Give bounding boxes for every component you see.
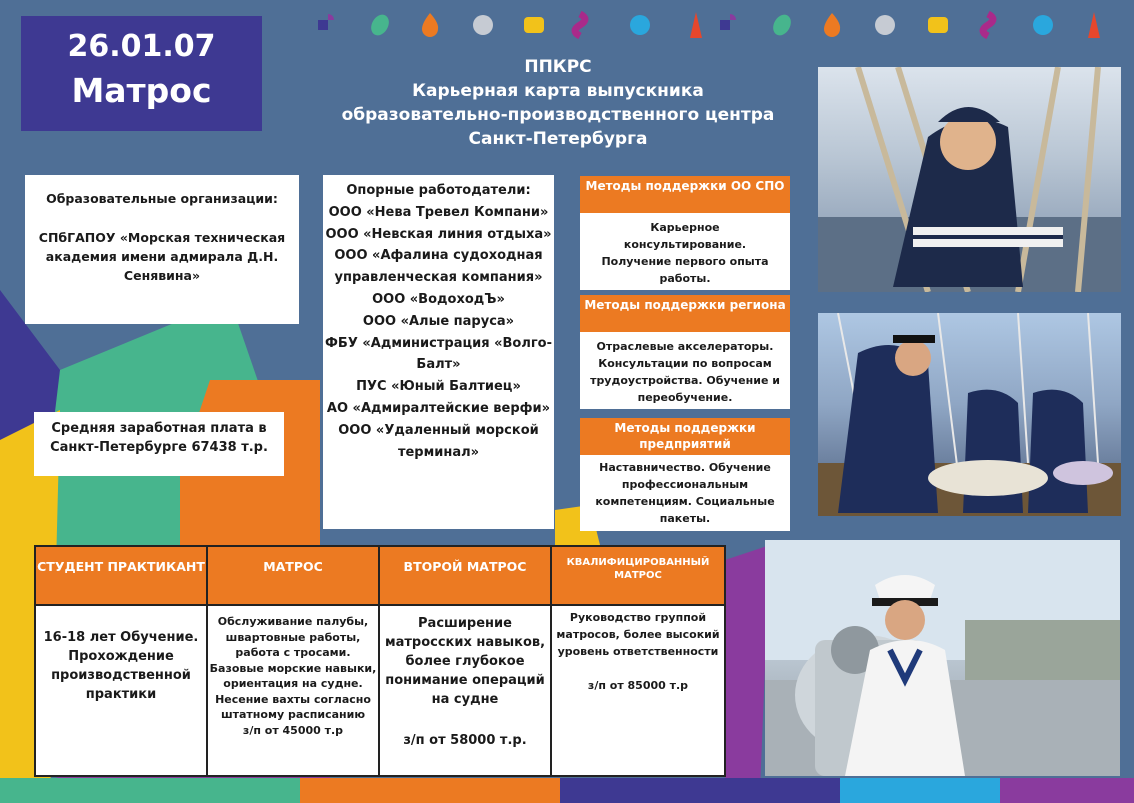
purple-pinwheel-icon [720, 14, 736, 30]
title-line: образовательно-производственного центра [341, 105, 775, 125]
support-spo-body: Карьерное консультирование. Получение первого опыта работы. [580, 213, 790, 290]
employer-item: ООО «ВодоходЪ» [372, 291, 505, 307]
magenta-twist-icon [983, 14, 993, 36]
stage-qualified-sailor-cell [552, 606, 724, 775]
support-enterprise-title: Методы поддержки предприятий [580, 418, 790, 455]
average-salary-text: Средняя заработная плата в Санкт-Петербурге 67438 т.р. [50, 421, 268, 455]
photo-young-sailor-rigging [818, 67, 1121, 292]
stage-sailor-cell [208, 606, 380, 775]
organization-name: СПбГАПОУ «Морская техническая академия имени адмирала Д.Н. Сенявина» [38, 230, 286, 283]
magenta-twist-icon [575, 14, 585, 36]
employer-item: ФБУ «Администрация «Волго-Балт» [325, 335, 552, 373]
sailor-rigging-illustration [818, 67, 1121, 292]
stage-sailor-salary: з/п от 45000 т.р [242, 723, 344, 737]
gray-flower-icon [473, 15, 493, 35]
career-path-table [34, 545, 726, 777]
title-line: ППКРС [524, 57, 592, 77]
stage-qualified-sailor-text: Руководство группой матросов, более высокий уровень ответственности [556, 611, 720, 658]
support-enterprise-body: Наставничество. Обучение профессиональным компетенциям. Социальные пакеты. [580, 455, 790, 531]
gray-flower-icon [875, 15, 895, 35]
title-line: Санкт-Петербурга [468, 129, 648, 149]
cadets-ropes-illustration [818, 313, 1121, 516]
green-leaf-icon [368, 11, 393, 38]
photo-cadets-with-ropes [818, 313, 1121, 516]
sailor-deck-illustration [765, 540, 1120, 776]
profession-code: 26.01.07 [67, 29, 216, 64]
profession-code-box [21, 16, 262, 131]
employer-item: ООО «Алые паруса» [362, 313, 515, 329]
green-leaf-icon [770, 11, 795, 38]
employers-box [323, 175, 554, 529]
employer-item: ООО «Невская линия отдыха» [325, 226, 552, 242]
red-triangle-icon [690, 12, 702, 38]
support-region-body: Отраслевые акселераторы. Консультации по вопросам трудоустройства. Обучение и переобучение. [580, 332, 790, 409]
red-triangle-icon [1088, 12, 1100, 38]
support-region-title: Методы поддержки региона [580, 295, 790, 332]
stage-header-student: СТУДЕНТ ПРАКТИКАНТ [36, 547, 208, 606]
stage-qualified-sailor-salary: з/п от 85000 т.р [587, 679, 689, 692]
stage-sailor-text: Обслуживание палубы, швартовные работы, работа с тросами. Базовые морские навыки, ориентация на судне. Несение вахты согласно штатному расписанию [209, 615, 377, 721]
orange-drop-icon [824, 13, 840, 37]
yellow-tag-icon [524, 17, 544, 33]
stage-second-sailor-cell [380, 606, 552, 775]
employers-title: Опорные работодатели: [346, 183, 531, 198]
support-spo-title: Методы поддержки ОО СПО [580, 176, 790, 213]
employer-item: ООО «Афалина судоходная управленческая компания» [334, 248, 543, 286]
purple-pinwheel-icon [318, 14, 334, 30]
stage-header-sailor: МАТРОС [208, 547, 380, 606]
organizations-title: Образовательные организации: [46, 191, 278, 206]
stage-student-text: 16-18 лет Обучение. Прохождение производственной практики [43, 630, 199, 702]
employer-item: ООО «Нева Тревел Компани» [328, 204, 549, 220]
page-title [288, 55, 828, 151]
title-line: Карьерная карта выпускника [412, 81, 704, 101]
stage-student-cell [36, 606, 208, 775]
educational-organizations-box [25, 175, 299, 324]
orange-drop-icon [422, 13, 438, 37]
stage-header-qualified-sailor: КВАЛИФИЦИРОВАННЫЙ МАТРОС [552, 547, 724, 606]
stage-second-sailor-text: Расширение матросских навыков, более глубокое понимание операций на судне [384, 616, 546, 707]
average-salary-box [34, 412, 284, 476]
cyan-star-icon [1033, 15, 1053, 35]
employer-item: ООО «Удаленный морской терминал» [338, 422, 539, 460]
stage-second-sailor-salary: з/п от 58000 т.р. [403, 733, 527, 748]
photo-sailor-on-ship-deck [765, 540, 1120, 776]
profession-name: Матрос [71, 71, 212, 110]
yellow-tag-icon [928, 17, 948, 33]
cyan-star-icon [630, 15, 650, 35]
employer-item: ПУС «Юный Балтиец» [356, 379, 521, 395]
stage-header-second-sailor: ВТОРОЙ МАТРОС [380, 547, 552, 606]
employer-item: АО «Адмиралтейские верфи» [326, 400, 551, 416]
